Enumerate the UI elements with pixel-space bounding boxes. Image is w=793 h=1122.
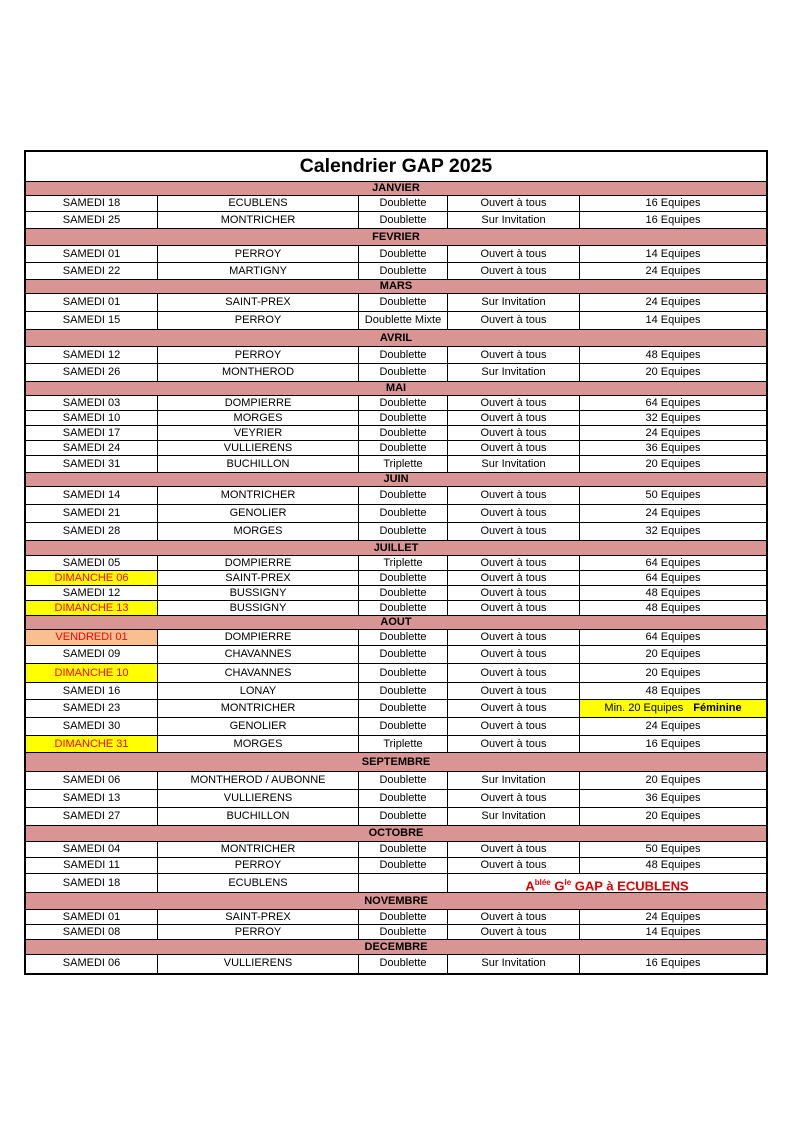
- place-cell: CHAVANNES: [158, 646, 359, 663]
- table-row: [26, 212, 766, 229]
- table-row: [26, 246, 766, 263]
- type-cell: Doublette: [359, 683, 448, 699]
- type-cell: Triplette: [359, 736, 448, 752]
- teams-count: 48 Equipes: [645, 859, 701, 871]
- teams-count: Min. 20 Equipes: [604, 702, 684, 714]
- teams-count: 14 Equipes: [645, 314, 701, 326]
- place-cell: VEYRIER: [158, 426, 359, 440]
- note-part: blée: [534, 878, 551, 887]
- type-cell: Triplette: [359, 456, 448, 472]
- access-cell: Ouvert à tous: [448, 396, 580, 410]
- place-cell: LONAY: [158, 683, 359, 699]
- place-cell: BUSSIGNY: [158, 586, 359, 600]
- calendar-body: [26, 182, 766, 973]
- teams-cell: [580, 411, 766, 425]
- table-row: [26, 556, 766, 571]
- place-cell: CHAVANNES: [158, 664, 359, 682]
- table-row: [26, 700, 766, 718]
- teams-count: 36 Equipes: [645, 792, 701, 804]
- type-cell: Doublette Mixte: [359, 312, 448, 329]
- date-cell: VENDREDI 01: [26, 630, 158, 645]
- table-row: [26, 312, 766, 330]
- place-cell: SAINT-PREX: [158, 910, 359, 924]
- teams-cell: [580, 808, 766, 825]
- teams-cell: [580, 556, 766, 570]
- access-cell: Sur Invitation: [448, 772, 580, 789]
- month-header: SEPTEMBRE: [26, 753, 766, 772]
- type-cell: Doublette: [359, 396, 448, 410]
- access-cell: Ouvert à tous: [448, 646, 580, 663]
- teams-cell: [580, 294, 766, 311]
- table-row: [26, 456, 766, 473]
- place-cell: ECUBLENS: [158, 196, 359, 211]
- table-row: [26, 925, 766, 940]
- date-cell: SAMEDI 21: [26, 505, 158, 522]
- table-row: [26, 571, 766, 586]
- teams-cell: [580, 601, 766, 615]
- teams-count: 20 Equipes: [645, 774, 701, 786]
- type-cell: Doublette: [359, 487, 448, 504]
- date-cell: SAMEDI 04: [26, 842, 158, 857]
- date-cell: SAMEDI 16: [26, 683, 158, 699]
- place-cell: PERROY: [158, 246, 359, 262]
- teams-count: 48 Equipes: [645, 602, 701, 614]
- place-cell: MONTRICHER: [158, 487, 359, 504]
- type-cell: Doublette: [359, 426, 448, 440]
- calendar-title: Calendrier GAP 2025: [26, 152, 766, 182]
- date-cell: SAMEDI 17: [26, 426, 158, 440]
- teams-cell: [580, 586, 766, 600]
- table-row: [26, 790, 766, 808]
- teams-cell: [580, 196, 766, 211]
- date-cell: DIMANCHE 10: [26, 664, 158, 682]
- teams-cell: [580, 523, 766, 540]
- access-cell: Ouvert à tous: [448, 571, 580, 585]
- teams-count: 48 Equipes: [645, 685, 701, 697]
- access-cell: Ouvert à tous: [448, 487, 580, 504]
- date-cell: SAMEDI 06: [26, 772, 158, 789]
- place-cell: MORGES: [158, 736, 359, 752]
- table-row: [26, 842, 766, 858]
- teams-count: 20 Equipes: [645, 667, 701, 679]
- table-row: [26, 505, 766, 523]
- date-cell: SAMEDI 18: [26, 196, 158, 211]
- table-row: [26, 683, 766, 700]
- month-header: AOUT: [26, 616, 766, 630]
- table-row: [26, 294, 766, 312]
- type-cell: Doublette: [359, 718, 448, 735]
- access-cell: Sur Invitation: [448, 294, 580, 311]
- type-cell: Doublette: [359, 700, 448, 717]
- table-row: [26, 263, 766, 280]
- type-cell: Triplette: [359, 556, 448, 570]
- teams-cell: [580, 925, 766, 939]
- place-cell: VULLIERENS: [158, 441, 359, 455]
- access-cell: Ouvert à tous: [448, 925, 580, 939]
- teams-cell: [580, 456, 766, 472]
- type-cell: Doublette: [359, 601, 448, 615]
- date-cell: SAMEDI 06: [26, 955, 158, 973]
- teams-count: 48 Equipes: [645, 349, 701, 361]
- date-cell: SAMEDI 26: [26, 364, 158, 381]
- table-row: [26, 487, 766, 505]
- type-cell: Doublette: [359, 347, 448, 363]
- teams-cell: [580, 630, 766, 645]
- type-cell: Doublette: [359, 263, 448, 279]
- date-cell: SAMEDI 15: [26, 312, 158, 329]
- table-row: [26, 523, 766, 541]
- place-cell: MORGES: [158, 411, 359, 425]
- type-cell: Doublette: [359, 646, 448, 663]
- teams-cell: [580, 505, 766, 522]
- teams-note: Féminine: [693, 702, 742, 714]
- teams-count: 64 Equipes: [645, 631, 701, 643]
- teams-count: 24 Equipes: [645, 507, 701, 519]
- teams-cell: [580, 487, 766, 504]
- teams-cell: [580, 842, 766, 857]
- date-cell: SAMEDI 23: [26, 700, 158, 717]
- date-cell: SAMEDI 27: [26, 808, 158, 825]
- teams-count: 24 Equipes: [645, 911, 701, 923]
- teams-cell: [580, 858, 766, 873]
- place-cell: PERROY: [158, 312, 359, 329]
- teams-count: 50 Equipes: [645, 489, 701, 501]
- teams-cell: [580, 441, 766, 455]
- table-row: [26, 586, 766, 601]
- access-cell: Sur Invitation: [448, 808, 580, 825]
- access-cell: Ouvert à tous: [448, 700, 580, 717]
- date-cell: SAMEDI 12: [26, 586, 158, 600]
- teams-count: 36 Equipes: [645, 442, 701, 454]
- access-cell: Ouvert à tous: [448, 630, 580, 645]
- date-cell: SAMEDI 13: [26, 790, 158, 807]
- place-cell: PERROY: [158, 925, 359, 939]
- type-cell: Doublette: [359, 523, 448, 540]
- access-cell: Ouvert à tous: [448, 910, 580, 924]
- date-cell: SAMEDI 01: [26, 910, 158, 924]
- access-cell: Sur Invitation: [448, 212, 580, 228]
- date-cell: SAMEDI 11: [26, 858, 158, 873]
- teams-cell: [580, 955, 766, 973]
- access-cell: Ouvert à tous: [448, 718, 580, 735]
- place-cell: MONTHEROD: [158, 364, 359, 381]
- access-cell: Ouvert à tous: [448, 842, 580, 857]
- type-cell: Doublette: [359, 212, 448, 228]
- type-cell: Doublette: [359, 411, 448, 425]
- teams-count: 20 Equipes: [645, 810, 701, 822]
- table-row: [26, 646, 766, 664]
- date-cell: SAMEDI 31: [26, 456, 158, 472]
- date-cell: SAMEDI 24: [26, 441, 158, 455]
- date-cell: SAMEDI 18: [26, 874, 158, 892]
- teams-count: 64 Equipes: [645, 557, 701, 569]
- place-cell: DOMPIERRE: [158, 556, 359, 570]
- access-cell: Ouvert à tous: [448, 736, 580, 752]
- teams-cell: [580, 664, 766, 682]
- place-cell: PERROY: [158, 347, 359, 363]
- date-cell: SAMEDI 22: [26, 263, 158, 279]
- place-cell: BUSSIGNY: [158, 601, 359, 615]
- teams-count: 24 Equipes: [645, 720, 701, 732]
- place-cell: DOMPIERRE: [158, 630, 359, 645]
- note-part: A: [525, 878, 535, 892]
- table-row: [26, 772, 766, 790]
- teams-cell: [580, 910, 766, 924]
- type-cell: Doublette: [359, 441, 448, 455]
- teams-count: 48 Equipes: [645, 587, 701, 599]
- type-cell: Doublette: [359, 294, 448, 311]
- date-cell: SAMEDI 09: [26, 646, 158, 663]
- access-cell: Sur Invitation: [448, 364, 580, 381]
- teams-count: 32 Equipes: [645, 525, 701, 537]
- type-cell: [359, 874, 448, 892]
- date-cell: SAMEDI 03: [26, 396, 158, 410]
- teams-count: 32 Equipes: [645, 412, 701, 424]
- teams-count: 16 Equipes: [645, 214, 701, 226]
- teams-count: 50 Equipes: [645, 843, 701, 855]
- teams-cell: [580, 312, 766, 329]
- access-cell: Ouvert à tous: [448, 683, 580, 699]
- place-cell: MONTHEROD / AUBONNE: [158, 772, 359, 789]
- date-cell: SAMEDI 01: [26, 246, 158, 262]
- place-cell: VULLIERENS: [158, 790, 359, 807]
- month-header: DECEMBRE: [26, 940, 766, 955]
- calendar-table: [24, 150, 768, 975]
- month-header: NOVEMBRE: [26, 893, 766, 910]
- table-row: [26, 347, 766, 364]
- month-header: JUIN: [26, 473, 766, 487]
- teams-cell: [580, 700, 766, 717]
- type-cell: Doublette: [359, 246, 448, 262]
- access-cell: Ouvert à tous: [448, 312, 580, 329]
- access-cell: Sur Invitation: [448, 955, 580, 973]
- date-cell: SAMEDI 01: [26, 294, 158, 311]
- type-cell: Doublette: [359, 925, 448, 939]
- teams-cell: [580, 426, 766, 440]
- date-cell: SAMEDI 30: [26, 718, 158, 735]
- teams-cell: [580, 683, 766, 699]
- teams-cell: [580, 736, 766, 752]
- access-cell: Ouvert à tous: [448, 790, 580, 807]
- month-header: JANVIER: [26, 182, 766, 196]
- month-header: JUILLET: [26, 541, 766, 556]
- teams-cell: [580, 364, 766, 381]
- teams-cell: [580, 347, 766, 363]
- place-cell: BUCHILLON: [158, 456, 359, 472]
- teams-cell: [580, 246, 766, 262]
- table-row: [26, 396, 766, 411]
- access-cell: Ouvert à tous: [448, 505, 580, 522]
- note-part: le: [564, 878, 572, 887]
- access-cell: Ouvert à tous: [448, 411, 580, 425]
- place-cell: GENOLIER: [158, 505, 359, 522]
- table-row: [26, 630, 766, 646]
- place-cell: MORGES: [158, 523, 359, 540]
- type-cell: Doublette: [359, 505, 448, 522]
- month-header: MARS: [26, 280, 766, 294]
- table-row: [26, 426, 766, 441]
- teams-count: 16 Equipes: [645, 957, 701, 969]
- place-cell: SAINT-PREX: [158, 294, 359, 311]
- place-cell: MONTRICHER: [158, 700, 359, 717]
- place-cell: MONTRICHER: [158, 212, 359, 228]
- teams-count: 20 Equipes: [645, 366, 701, 378]
- table-row: [26, 910, 766, 925]
- date-cell: DIMANCHE 06: [26, 571, 158, 585]
- month-header: AVRIL: [26, 330, 766, 347]
- teams-cell: [580, 212, 766, 228]
- table-row: [26, 808, 766, 826]
- teams-count: 14 Equipes: [645, 248, 701, 260]
- type-cell: Doublette: [359, 196, 448, 211]
- teams-count: 16 Equipes: [645, 197, 701, 209]
- table-row: [26, 601, 766, 616]
- table-row: [26, 858, 766, 874]
- place-cell: DOMPIERRE: [158, 396, 359, 410]
- date-cell: SAMEDI 12: [26, 347, 158, 363]
- place-cell: BUCHILLON: [158, 808, 359, 825]
- month-header: FEVRIER: [26, 229, 766, 246]
- month-header: MAI: [26, 382, 766, 396]
- teams-cell: [580, 718, 766, 735]
- place-cell: MARTIGNY: [158, 263, 359, 279]
- access-cell: Ouvert à tous: [448, 246, 580, 262]
- table-row: [26, 411, 766, 426]
- type-cell: Doublette: [359, 772, 448, 789]
- date-cell: SAMEDI 14: [26, 487, 158, 504]
- teams-cell: [580, 790, 766, 807]
- table-row: [26, 196, 766, 212]
- teams-cell: [580, 772, 766, 789]
- teams-count: 20 Equipes: [645, 458, 701, 470]
- access-cell: Ouvert à tous: [448, 441, 580, 455]
- type-cell: Doublette: [359, 910, 448, 924]
- type-cell: Doublette: [359, 790, 448, 807]
- type-cell: Doublette: [359, 842, 448, 857]
- type-cell: Doublette: [359, 571, 448, 585]
- type-cell: Doublette: [359, 858, 448, 873]
- access-cell: Ouvert à tous: [448, 601, 580, 615]
- teams-cell: [580, 646, 766, 663]
- teams-cell: [580, 263, 766, 279]
- teams-cell: [580, 571, 766, 585]
- teams-count: 24 Equipes: [645, 265, 701, 277]
- teams-count: 64 Equipes: [645, 397, 701, 409]
- access-cell: Ouvert à tous: [448, 858, 580, 873]
- place-cell: ECUBLENS: [158, 874, 359, 892]
- place-cell: GENOLIER: [158, 718, 359, 735]
- month-header: OCTOBRE: [26, 826, 766, 842]
- place-cell: MONTRICHER: [158, 842, 359, 857]
- access-cell: Ouvert à tous: [448, 556, 580, 570]
- note-part: GAP à ECUBLENS: [574, 878, 689, 892]
- date-cell: SAMEDI 10: [26, 411, 158, 425]
- note-part: G: [554, 878, 565, 892]
- date-cell: SAMEDI 08: [26, 925, 158, 939]
- teams-count: 14 Equipes: [645, 926, 701, 938]
- type-cell: Doublette: [359, 808, 448, 825]
- table-row: [26, 736, 766, 753]
- place-cell: SAINT-PREX: [158, 571, 359, 585]
- table-row: [26, 955, 766, 973]
- date-cell: DIMANCHE 31: [26, 736, 158, 752]
- type-cell: Doublette: [359, 955, 448, 973]
- access-cell: Ouvert à tous: [448, 426, 580, 440]
- access-cell: Sur Invitation: [448, 456, 580, 472]
- teams-count: 64 Equipes: [645, 572, 701, 584]
- access-cell: Ouvert à tous: [448, 196, 580, 211]
- access-cell: Ouvert à tous: [448, 664, 580, 682]
- date-cell: DIMANCHE 13: [26, 601, 158, 615]
- table-row: [26, 664, 766, 683]
- access-cell: Ouvert à tous: [448, 347, 580, 363]
- type-cell: Doublette: [359, 364, 448, 381]
- date-cell: SAMEDI 28: [26, 523, 158, 540]
- type-cell: Doublette: [359, 586, 448, 600]
- table-row: [26, 364, 766, 382]
- access-cell: Ouvert à tous: [448, 263, 580, 279]
- table-row: [26, 874, 766, 893]
- table-row: [26, 718, 766, 736]
- type-cell: Doublette: [359, 630, 448, 645]
- teams-cell: [580, 396, 766, 410]
- date-cell: SAMEDI 25: [26, 212, 158, 228]
- place-cell: PERROY: [158, 858, 359, 873]
- access-cell: Ouvert à tous: [448, 523, 580, 540]
- type-cell: Doublette: [359, 664, 448, 682]
- teams-count: 16 Equipes: [645, 738, 701, 750]
- access-cell: Ouvert à tous: [448, 586, 580, 600]
- place-cell: VULLIERENS: [158, 955, 359, 973]
- teams-count: 20 Equipes: [645, 648, 701, 660]
- event-note: [448, 874, 766, 892]
- teams-count: 24 Equipes: [645, 427, 701, 439]
- date-cell: SAMEDI 05: [26, 556, 158, 570]
- teams-count: 24 Equipes: [645, 296, 701, 308]
- table-row: [26, 441, 766, 456]
